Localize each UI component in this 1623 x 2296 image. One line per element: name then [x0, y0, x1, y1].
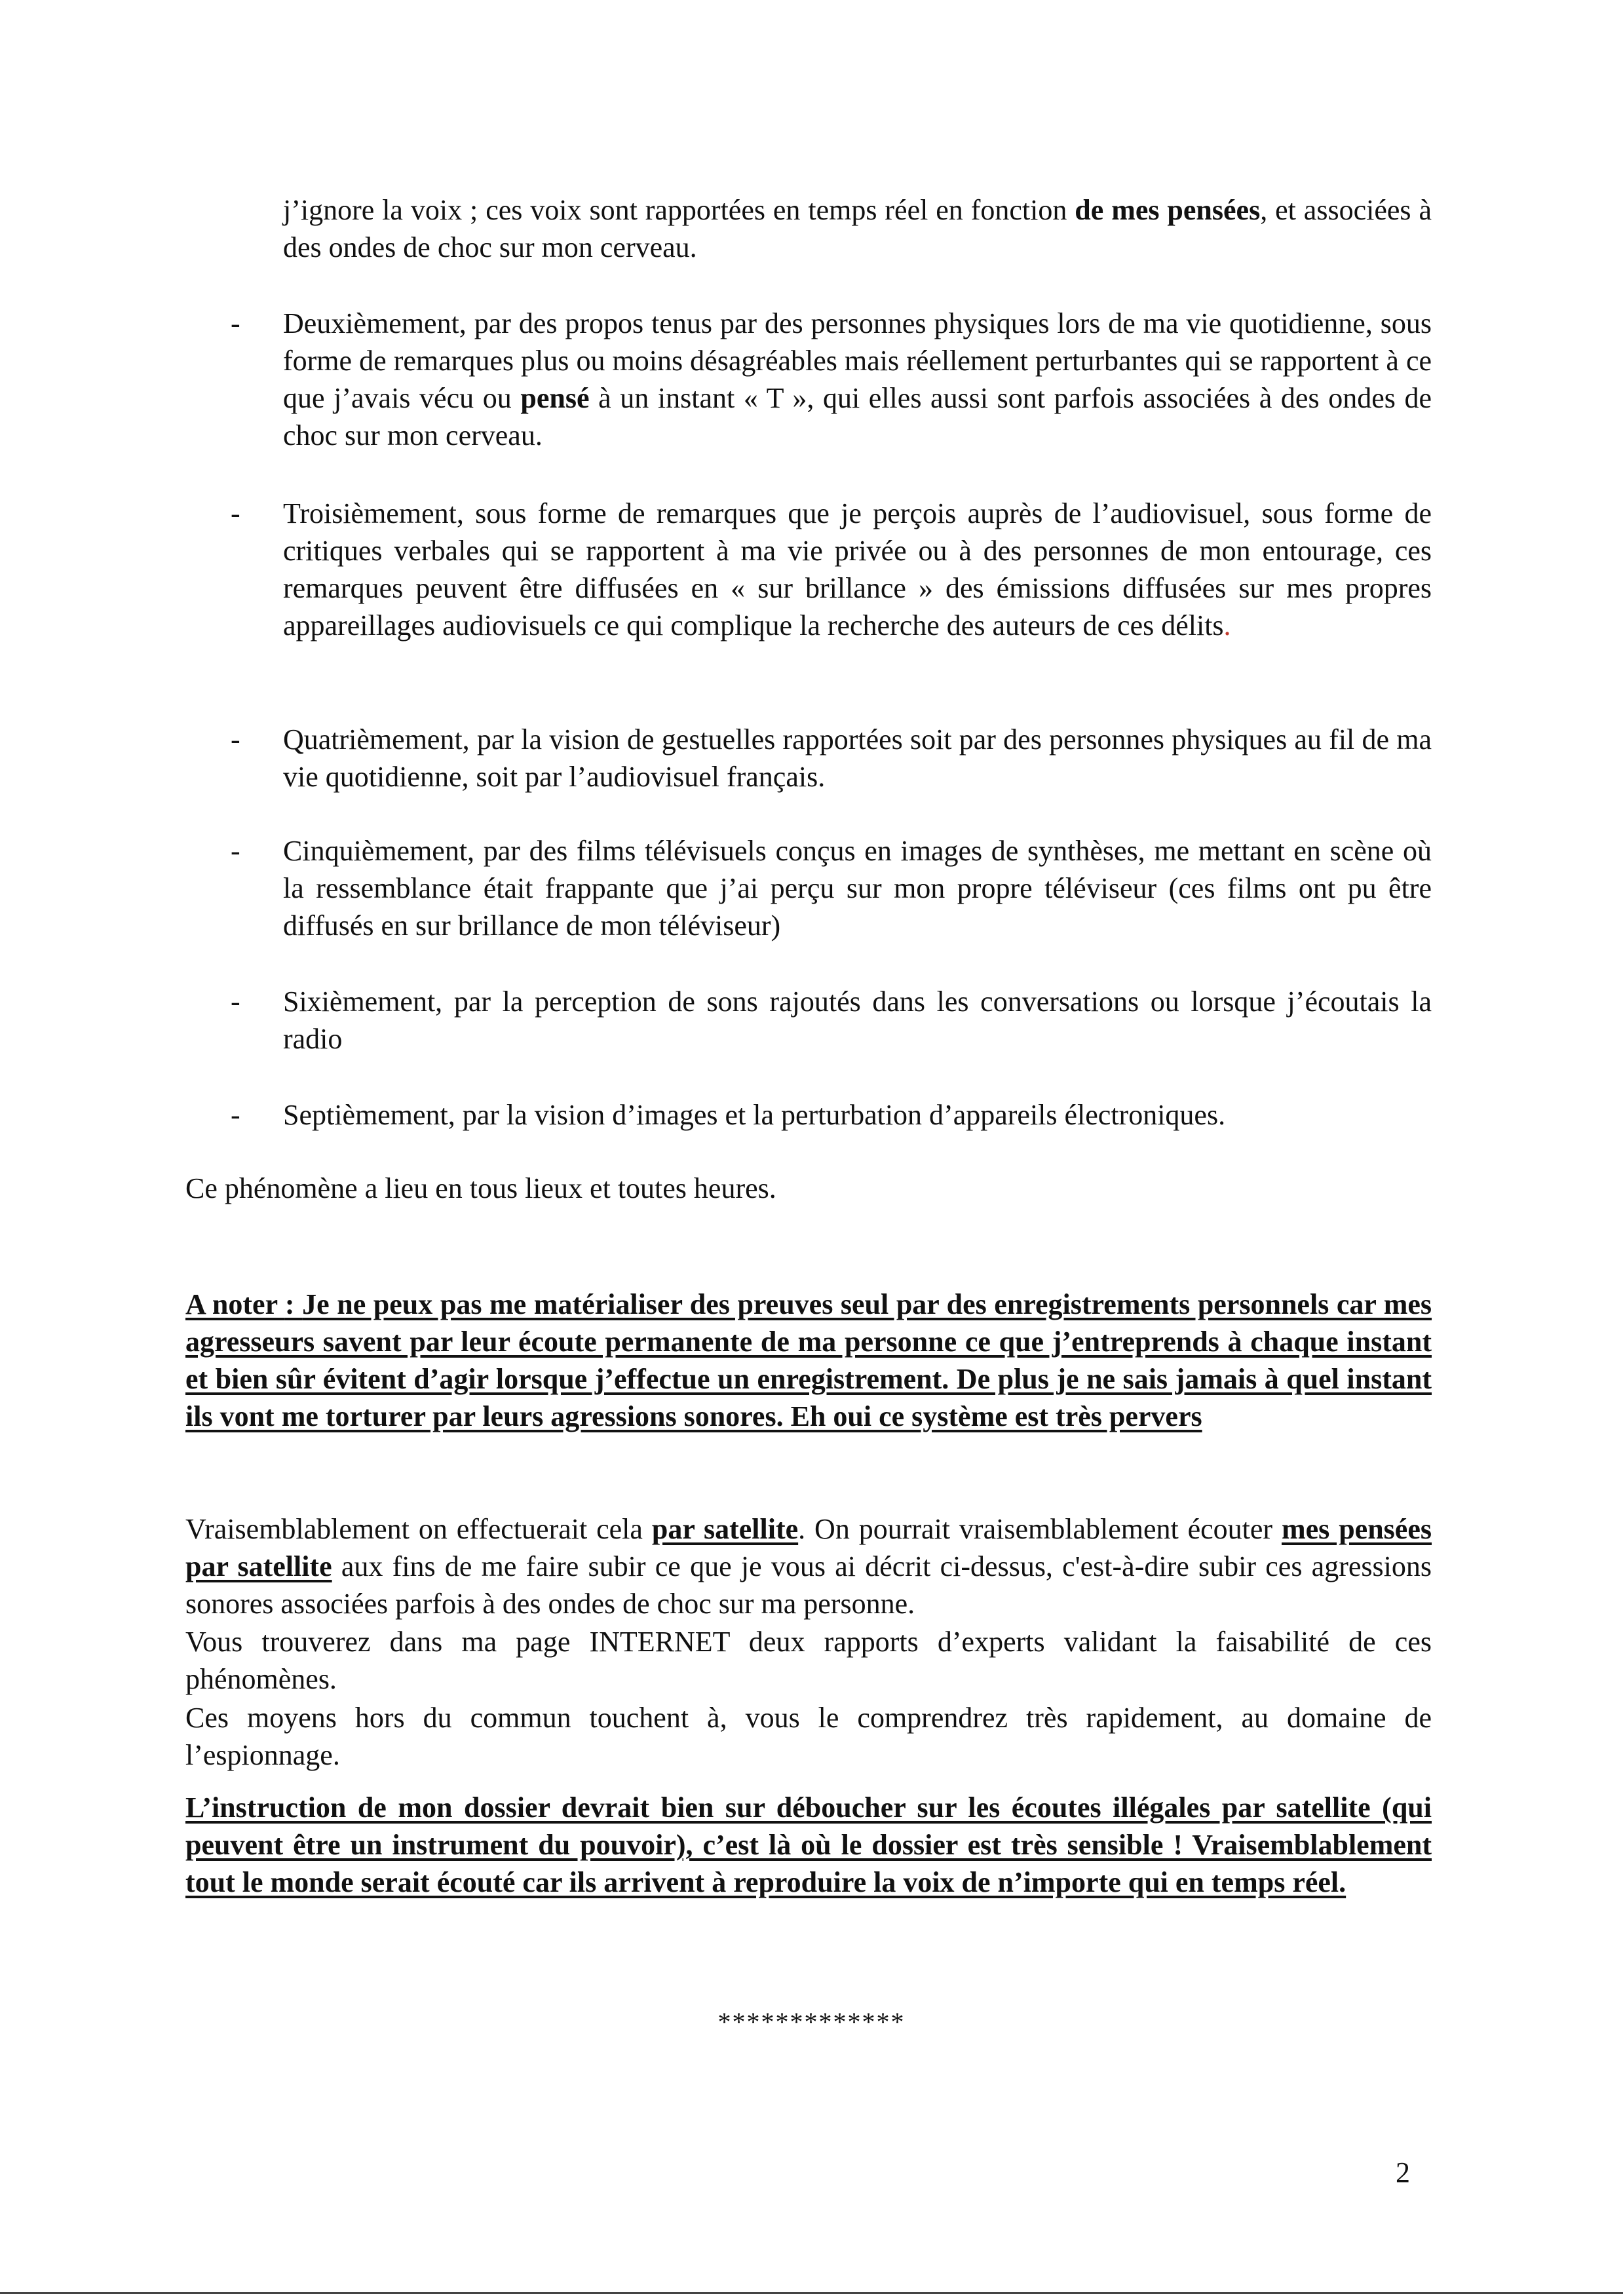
continuation-text-1: j’ignore la voix ; ces voix sont rapportées en temps réel en fonction	[283, 194, 1075, 226]
bullet-bold: pensé	[520, 382, 590, 414]
conclusion-paragraph: L’instruction de mon dossier devrait bien sur déboucher sur les écoutes illégales par satellite (qui peuvent être un instrument du pouvoir), c’est là où le dossier est très sensible ! Vraisemblablement tout le monde serait écouté car ils arrivent à reproduire la voix de n’importe qui en temps réel.	[185, 1791, 1432, 1898]
bullet-text	[283, 495, 1432, 644]
note-text: Je ne peux pas me matérialiser des preuves seul par des enregistrements personnels car mes agresseurs savent par leur écoute permanente de ma personne ce que j’entreprends à chaque instant et bien sûr évitent d’agir lorsque j’effectue un enregistrement. De plus je ne sais jamais à quel instant ils vont me torturer par leurs agressions sonores. Eh oui ce système est très pervers	[185, 1288, 1432, 1432]
bullet-text: Sixièmement, par la perception de sons rajoutés dans les conversations ou lorsque j’écoutais la radio	[283, 985, 1432, 1055]
bullet-dash: -	[231, 985, 240, 1018]
satellite-text-3: aux fins de me faire subir ce que je vous ai décrit ci-dessus, c'est-à-dire subir ces agressions sonores associées parfois à des ondes de choc sur ma personne.	[185, 1550, 1432, 1620]
bullet-text-part: à un instant « T », qui elles aussi sont parfois associées à des ondes de choc sur mon cerveau.	[283, 382, 1432, 451]
page-number: 2	[1396, 2156, 1410, 2189]
bullet-red-dot: .	[1223, 609, 1231, 641]
bullet-dash: -	[231, 497, 240, 529]
bullet-dash: -	[231, 307, 240, 339]
bullet-dash: -	[231, 835, 240, 867]
satellite-paragraph	[185, 1510, 1432, 1622]
bullet-text-part: Deuxièmement, par des propos tenus par des personnes physiques lors de ma vie quotidienne, sous forme de remarques plus ou moins désagréables mais réellement perturbantes qui se rapportent à ce que j’avais vécu ou	[283, 307, 1432, 414]
satellite-text-2: . On pourrait vraisemblablement écouter	[798, 1513, 1282, 1545]
espionage-paragraph: Ces moyens hors du commun touchent à, vous le comprendrez très rapidement, au domaine de l’espionnage.	[185, 1702, 1432, 1771]
note-label: A noter	[185, 1288, 285, 1320]
bullet-text: Quatrièmement, par la vision de gestuelles rapportées soit par des personnes physiques au fil de ma vie quotidienne, soit par l’audiovisuel français.	[283, 723, 1432, 793]
bottom-rule	[0, 2292, 1623, 2294]
bullet-text: Cinquièmement, par des films télévisuels conçus en images de synthèses, me mettant en scène où la ressemblance était frappante que j’ai perçu sur mon propre téléviseur (ces films ont pu être diffusés en sur brillance de mon téléviseur)	[283, 835, 1432, 942]
bullet-dash: -	[231, 723, 240, 756]
note-colon: :	[284, 1288, 303, 1320]
bullet-dash: -	[231, 1099, 240, 1131]
satellite-bold-2: mes pensées par satellite	[185, 1513, 1432, 1582]
bullet-text: Septièmement, par la vision d’images et la perturbation d’appareils électroniques.	[283, 1099, 1226, 1131]
bullet-text-part: Troisièmement, sous forme de remarques que je perçois auprès de l’audiovisuel, sous forme de critiques verbales qui se rapportent à ma vie privée ou à des personnes de mon entourage, ces remarques peuvent être diffusées en « sur brillance » des émissions diffusées sur mes propres appareillages audiovisuels ce qui complique la recherche des auteurs de ces délits	[283, 497, 1432, 641]
internet-paragraph: Vous trouverez dans ma page INTERNET deux rapports d’experts validant la faisabilité de ces phénomènes.	[185, 1626, 1432, 1695]
continuation-text-2: , et associées à des ondes de choc sur mon cerveau.	[283, 194, 1432, 263]
continuation-paragraph	[283, 191, 1432, 266]
satellite-text-1: Vraisemblablement on effectuerait cela	[185, 1513, 652, 1545]
continuation-bold: de mes pensées	[1075, 194, 1261, 226]
phenomenon-paragraph: Ce phénomène a lieu en tous lieux et toutes heures.	[185, 1172, 776, 1204]
satellite-bold-1: par satellite	[651, 1513, 799, 1545]
separator-stars: *************	[717, 2007, 906, 2037]
bullet-text	[283, 305, 1432, 454]
note-paragraph	[185, 1286, 1432, 1435]
